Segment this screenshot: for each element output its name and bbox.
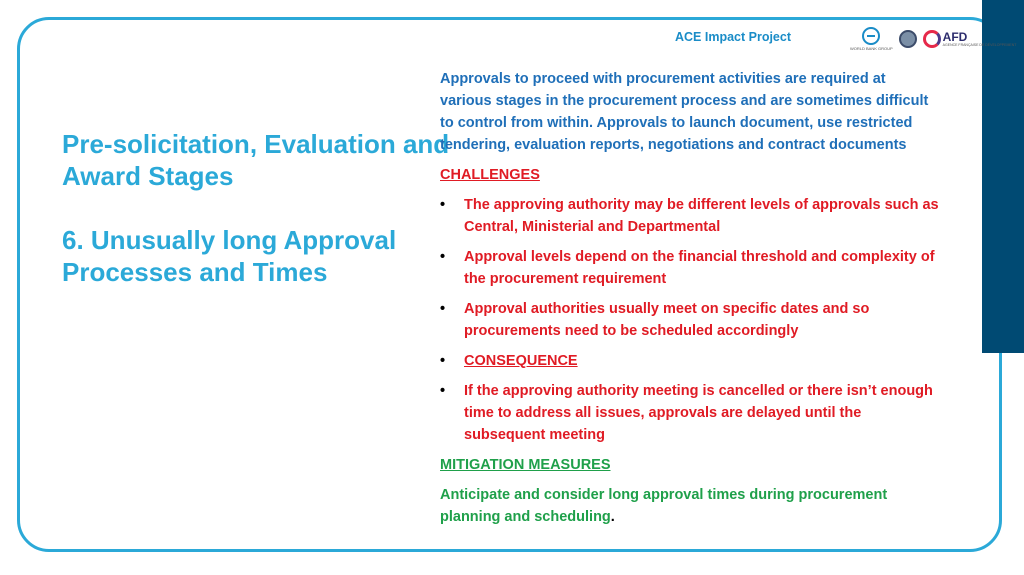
world-bank-logo-text: WORLD BANK GROUP <box>850 46 893 51</box>
list-item <box>440 246 940 290</box>
challenges-heading: CHALLENGES <box>440 167 540 183</box>
mitigation-period: . <box>610 509 615 525</box>
list-item <box>440 194 940 238</box>
bullet-icon: • <box>440 383 446 399</box>
bullet-icon: • <box>440 353 446 369</box>
title-line-1: Pre-solicitation, Evaluation and <box>62 129 450 159</box>
challenges-list <box>440 194 940 446</box>
mitigation-text: Anticipate and consider long approval times during procurement planning and scheduling <box>440 487 888 525</box>
bullet-icon: • <box>440 249 446 265</box>
list-item <box>440 380 940 446</box>
partner-logo <box>899 30 917 48</box>
list-item-text: The approving authority may be different levels of approvals such as Central, Ministerial and Departmental <box>464 197 939 235</box>
intro-paragraph: Approvals to proceed with procurement activities are required at various stages in the procurement process and are sometimes difficult to control from within. Approvals to launch document, use restricted tendering, evaluation reports, negotiations and contract documents <box>440 71 929 153</box>
slide-title-block <box>62 128 462 288</box>
seal-icon <box>899 30 917 48</box>
subtitle-line-1: 6. Unusually long Approval <box>62 225 397 255</box>
logo-strip <box>850 26 1016 52</box>
list-item-text: Approval levels depend on the financial threshold and complexity of the procurement requirement <box>464 249 935 287</box>
list-item <box>440 350 940 372</box>
consequence-heading: CONSEQUENCE <box>464 353 578 369</box>
afd-logo-text: AFD <box>942 30 968 44</box>
title-line-2: Award Stages <box>62 161 234 191</box>
afd-logo-subtext: AGENCE FRANÇAISE DE DÉVELOPPEMENT <box>942 43 1017 47</box>
afd-ring-icon <box>923 30 941 48</box>
subtitle-line-2: Processes and Times <box>62 257 328 287</box>
list-item <box>440 298 940 342</box>
world-bank-logo <box>850 27 893 51</box>
mitigation-heading: MITIGATION MEASURES <box>440 457 611 473</box>
sidebar-accent-bar <box>982 0 1024 353</box>
afd-logo <box>923 30 1017 48</box>
bullet-icon: • <box>440 197 446 213</box>
mitigation-paragraph <box>440 484 940 528</box>
bullet-icon: • <box>440 301 446 317</box>
list-item-text: Approval authorities usually meet on specific dates and so procurements need to be scheduled accordingly <box>464 301 870 339</box>
content-column <box>440 68 940 528</box>
globe-icon <box>862 27 880 45</box>
list-item-text: If the approving authority meeting is cancelled or there isn’t enough time to address all issues, approvals are delayed until the subsequent meeting <box>464 383 933 443</box>
project-title: ACE Impact Project <box>675 30 792 44</box>
